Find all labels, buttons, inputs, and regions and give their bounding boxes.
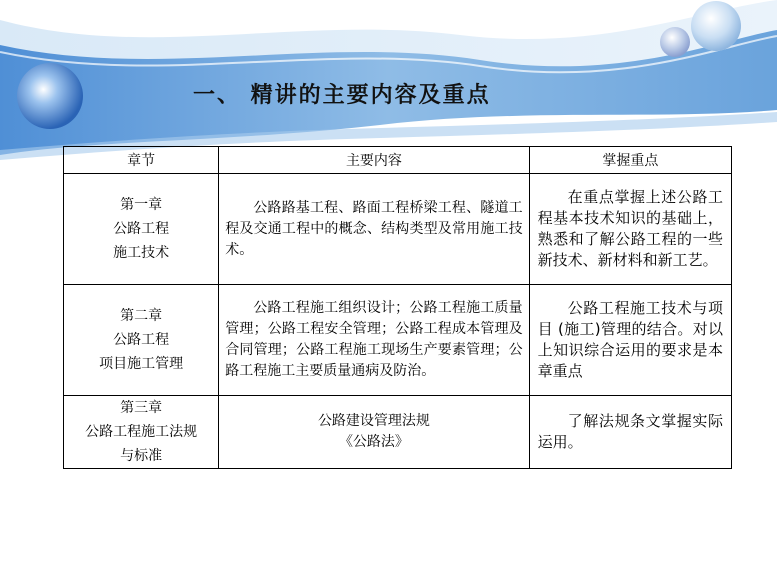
chapter-number: 第二章 xyxy=(120,308,163,324)
key-points-cell: 公路工程施工技术与项目 (施工)管理的结合。对以上知识综合运用的要求是本章重点 xyxy=(529,285,731,396)
table-row xyxy=(64,396,732,469)
header-content: 主要内容 xyxy=(219,147,529,174)
chapter-name-line: 公路工程施工法规 xyxy=(85,424,198,440)
content-table xyxy=(63,146,732,469)
content-cell: 公路工程施工组织设计；公路工程施工质量管理；公路工程安全管理；公路工程成本管理及合同管理；公路工程施工现场生产要素管理；公路工程施工主要质量通病及防治。 xyxy=(219,285,529,396)
content-line: 公路建设管理法规 xyxy=(317,413,430,429)
header-key-points: 掌握重点 xyxy=(529,147,731,174)
chapter-cell xyxy=(64,174,219,285)
chapter-number: 第一章 xyxy=(120,197,163,213)
chapter-name-line: 施工技术 xyxy=(113,245,170,261)
table-row xyxy=(64,285,732,396)
sphere-decoration-icon xyxy=(17,63,83,129)
chapter-name-line: 公路工程 xyxy=(113,221,170,237)
content-line: 《公路法》 xyxy=(338,434,409,450)
table-row xyxy=(64,174,732,285)
bubble-small-icon xyxy=(660,27,690,57)
chapter-cell xyxy=(64,285,219,396)
bubble-large-icon xyxy=(691,1,741,51)
chapter-name-line: 与标准 xyxy=(120,448,163,464)
chapter-cell xyxy=(64,396,219,469)
chapter-name-line: 项目施工管理 xyxy=(99,356,184,372)
chapter-number: 第三章 xyxy=(120,400,163,416)
header-chapter: 章节 xyxy=(64,147,219,174)
content-cell xyxy=(219,396,529,469)
key-points-cell: 了解法规条文掌握实际运用。 xyxy=(529,396,731,469)
chapter-name-line: 公路工程 xyxy=(113,332,170,348)
content-cell: 公路路基工程、路面工程桥梁工程、隧道工程及交通工程中的概念、结构类型及常用施工技术。 xyxy=(219,174,529,285)
table-header-row xyxy=(64,147,732,174)
page-title: 一、 精讲的主要内容及重点 xyxy=(193,82,491,108)
key-points-cell: 在重点掌握上述公路工程基本技术知识的基础上，熟悉和了解公路工程的一些新技术、新材料和新工艺。 xyxy=(529,174,731,285)
